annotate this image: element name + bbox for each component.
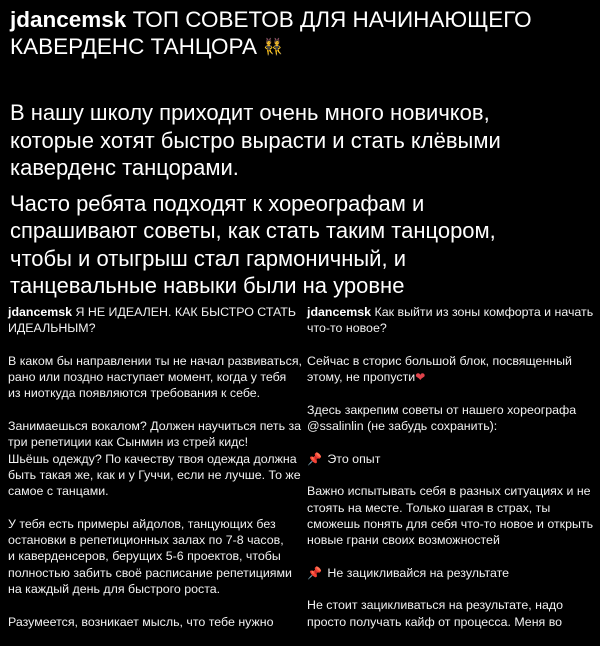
text-line: остановки в репетиционных залах по 7-8 часов, [8, 533, 284, 548]
pin-icon: 📌 [307, 565, 322, 580]
right-post-caption [307, 304, 597, 646]
left-post-block-2 [8, 418, 302, 499]
caption-text-line: танцевальные навыки были на уровне [10, 273, 405, 298]
text-line: стоять на месте. Только шагая в страх, ты [307, 500, 551, 515]
caption-paragraph-1 [10, 99, 595, 182]
text-line: Важно испытывать себя в разных ситуациях и не [307, 484, 591, 499]
caption-text-line: которые хотят быстро вырасти и стать клёвыми [10, 127, 501, 153]
caption-title-line2: КАВЕРДЕНС ТАНЦОРА [10, 34, 258, 59]
right-post-username[interactable]: jdancemsk [307, 305, 372, 319]
right-post-block-2 [307, 402, 597, 435]
left-post-caption [8, 304, 302, 646]
right-post-title-line1: Как выйти из зоны комфорта и начать [374, 305, 594, 319]
text-line: Занимаешься вокалом? Должен научиться петь за [8, 419, 302, 434]
text-line: Разумеется, возникает мысль, что тебе нужно [8, 614, 274, 629]
left-post-username[interactable]: jdancemsk [8, 305, 73, 319]
caption-text-line: Часто ребята подходят к хореографам и [10, 190, 425, 216]
text-line: полностью забить своё расписание репетициями [8, 565, 292, 580]
pin-icon: 📌 [307, 451, 322, 466]
caption-title-line1: ТОП СОВЕТОВ ДЛЯ НАЧИНАЮЩЕГО [132, 7, 532, 32]
tip-2-body [307, 597, 597, 630]
text-line: @ssalinlin (не забудь сохранить): [307, 419, 498, 434]
text-line: этому, не пропусти [307, 370, 416, 385]
text-line: Здесь закрепим советы от нашего хореографа [307, 402, 577, 417]
text-line: быть такая же, как и у Гуччи, если не лучше. То же [8, 467, 301, 482]
left-post-block-4 [8, 614, 298, 630]
left-post-block-1 [8, 353, 302, 402]
caption-text-line: чтобы и отыгрыш стал гармоничный, и [10, 245, 406, 271]
caption-paragraph-2 [10, 190, 595, 300]
text-line: Сейчас в сторис большой блок, посвященный [307, 353, 572, 368]
left-post-title-line2: ИДЕАЛЬНЫМ? [8, 321, 96, 336]
main-caption [10, 6, 595, 300]
tip-2-title [307, 565, 597, 581]
right-post-title-line2: что-то новое? [307, 321, 387, 336]
right-post-block-1 [307, 353, 597, 386]
caption-text-line: каверденс танцорами. [10, 155, 239, 180]
left-post-block-3 [8, 516, 298, 597]
right-post-header [307, 304, 597, 337]
tip-1-title [307, 451, 597, 467]
text-line: из ниоткуда появляются требования к себе. [8, 386, 261, 401]
left-post-header [8, 304, 298, 337]
text-line: сможешь понять для себя что-то новое и открыть [307, 516, 594, 531]
dancers-icon: 👯 [263, 39, 284, 56]
text-line: и каверденсеров, берущих 5-6 проектов, чтобы [8, 549, 281, 564]
heart-icon: ❤ [415, 370, 426, 385]
tip-1-body [307, 483, 597, 548]
text-line: Не стоит зацикливаться на результате, надо [307, 598, 563, 613]
caption-header [10, 6, 595, 61]
text-line: рано или поздно наступает момент, когда у тебя [8, 370, 287, 385]
tip-title-text: Это опыт [327, 451, 381, 466]
caption-text-line: В нашу школу приходит очень много новичков, [10, 100, 490, 125]
tip-title-text: Не зацикливайся на результате [327, 565, 510, 580]
text-line: новые грани своих возможностей [307, 533, 500, 548]
left-post-title-line1: Я НЕ ИДЕАЛЕН. КАК БЫСТРО СТАТЬ [75, 305, 296, 319]
text-line: У тебя есть примеры айдолов, танцующих без [8, 516, 276, 531]
text-line: В каком бы направлении ты не начал развиваться, [8, 353, 302, 368]
text-line: самое с танцами. [8, 484, 109, 499]
caption-text-line: спрашивают советы, как стать таким танцором, [10, 218, 496, 243]
text-line: на каждый день для быстрого роста. [8, 582, 221, 597]
text-line: просто получать кайф от процесса. Меня во [307, 614, 563, 629]
caption-username[interactable]: jdancemsk [10, 7, 127, 32]
text-line: Шьёшь одежду? По качеству твоя одежда должна [8, 451, 297, 466]
text-line: три репетиции как Сынмин из стрей кидс! [8, 435, 249, 450]
